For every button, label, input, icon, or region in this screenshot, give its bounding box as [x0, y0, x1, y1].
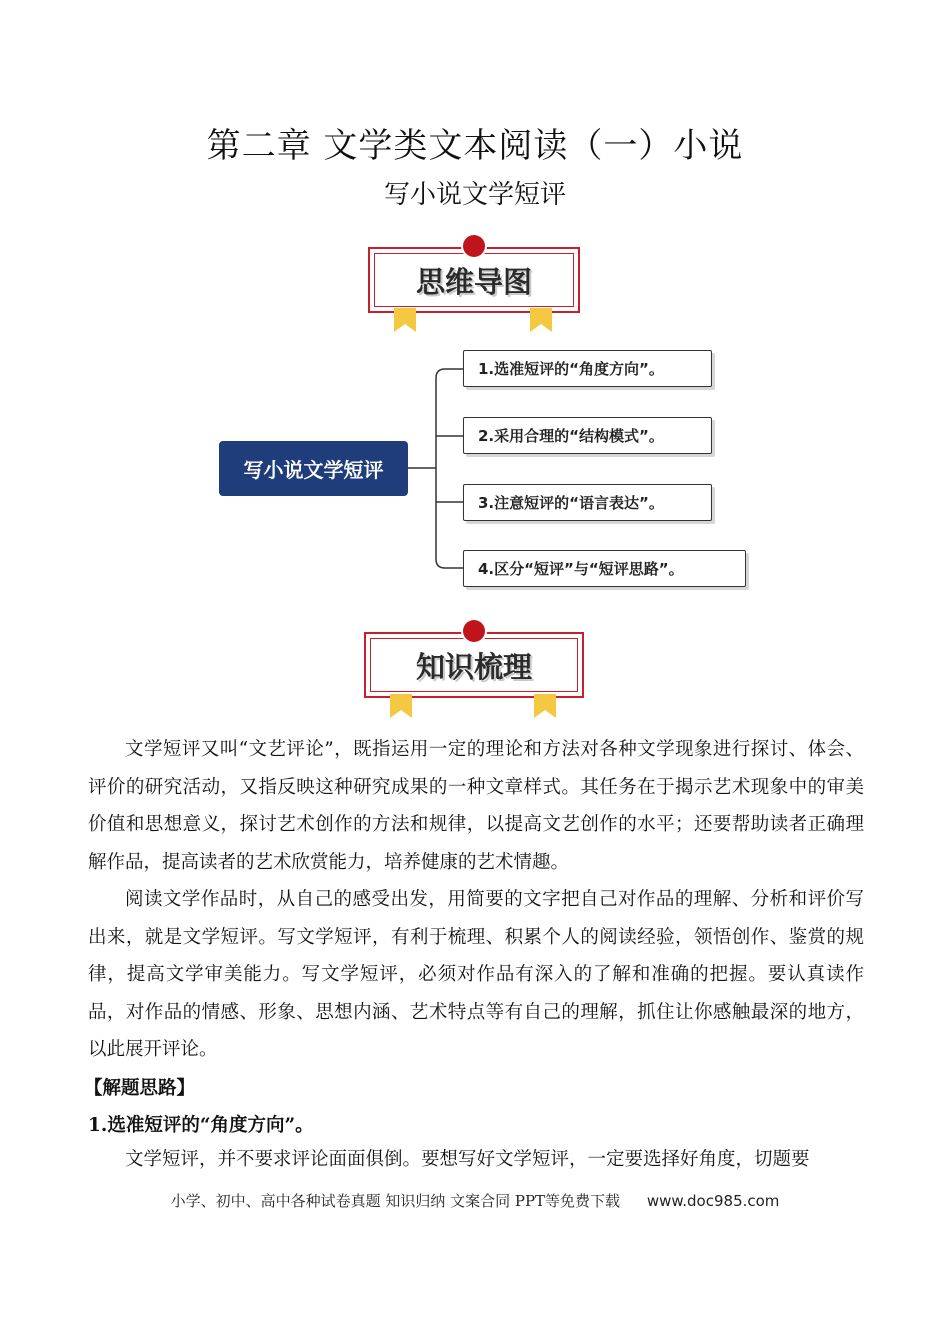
paragraph: 阅读文学作品时，从自己的感受出发，用简要的文字把自己对作品的理解、分析和评价写出来，就是文学短评。写文学短评，有利于梳理、积累个人的阅读经验，领悟创作、鉴赏的规律，提高文学审美能力。写文学短评，必须对作品有深入的了解和准确的把握。要认真读作品，对作品的情感、形象、思想内涵、艺术特点等有自己的理解，抓住让你感触最深的地方，以此展开评论。 [88, 889, 864, 1061]
page-subtitle: 写小说文学短评 [383, 180, 566, 210]
knowledge-badge [364, 632, 584, 698]
footer-text: 小学、初中、高中各种试卷真题 知识归纳 文案合同 PPT等免费下载 [170, 1192, 621, 1210]
sub-heading: 1.选准短评的“角度方向”。 [88, 1115, 314, 1136]
knowledge-badge-label: 知识梳理 [415, 649, 532, 684]
paragraph: 文学短评又叫“文艺评论”，既指运用一定的理论和方法对各种文学现象进行探讨、体会、评价的研究活动，又指反映这种研究成果的一种文章样式。其任务在于揭示艺术现象中的审美价值和思想意义，探讨艺术创作的方法和规律，以提高文艺创作的水平；还要帮助读者正确理解作品，提高读者的艺术欣赏能力，培养健康的艺术情趣。 [88, 739, 864, 873]
mind-map-connectors [0, 0, 950, 620]
mind-map-node: 4.区分“短评”与“短评思路”。 [463, 550, 746, 587]
section-heading: 【解题思路】 [84, 1078, 196, 1099]
paragraph: 文学短评，并不要求评论面面俱倒。要想写好文学短评，一定要选择好角度，切题要 [125, 1149, 810, 1170]
footer-url: www.doc985.com [646, 1192, 780, 1210]
mind-map-badge-label: 思维导图 [415, 264, 532, 299]
mind-map-node: 2.采用合理的“结构模式”。 [463, 417, 712, 454]
mind-map-node: 1.选准短评的“角度方向”。 [463, 350, 712, 387]
mind-map-node: 3.注意短评的“语言表达”。 [463, 484, 712, 521]
ribbon-icon [534, 694, 556, 718]
page-footer [0, 1190, 950, 1211]
ribbon-icon [390, 694, 412, 718]
page-title: 第二章 文学类文本阅读（一）小说 [206, 126, 744, 166]
mind-map-root: 写小说文学短评 [219, 441, 408, 496]
